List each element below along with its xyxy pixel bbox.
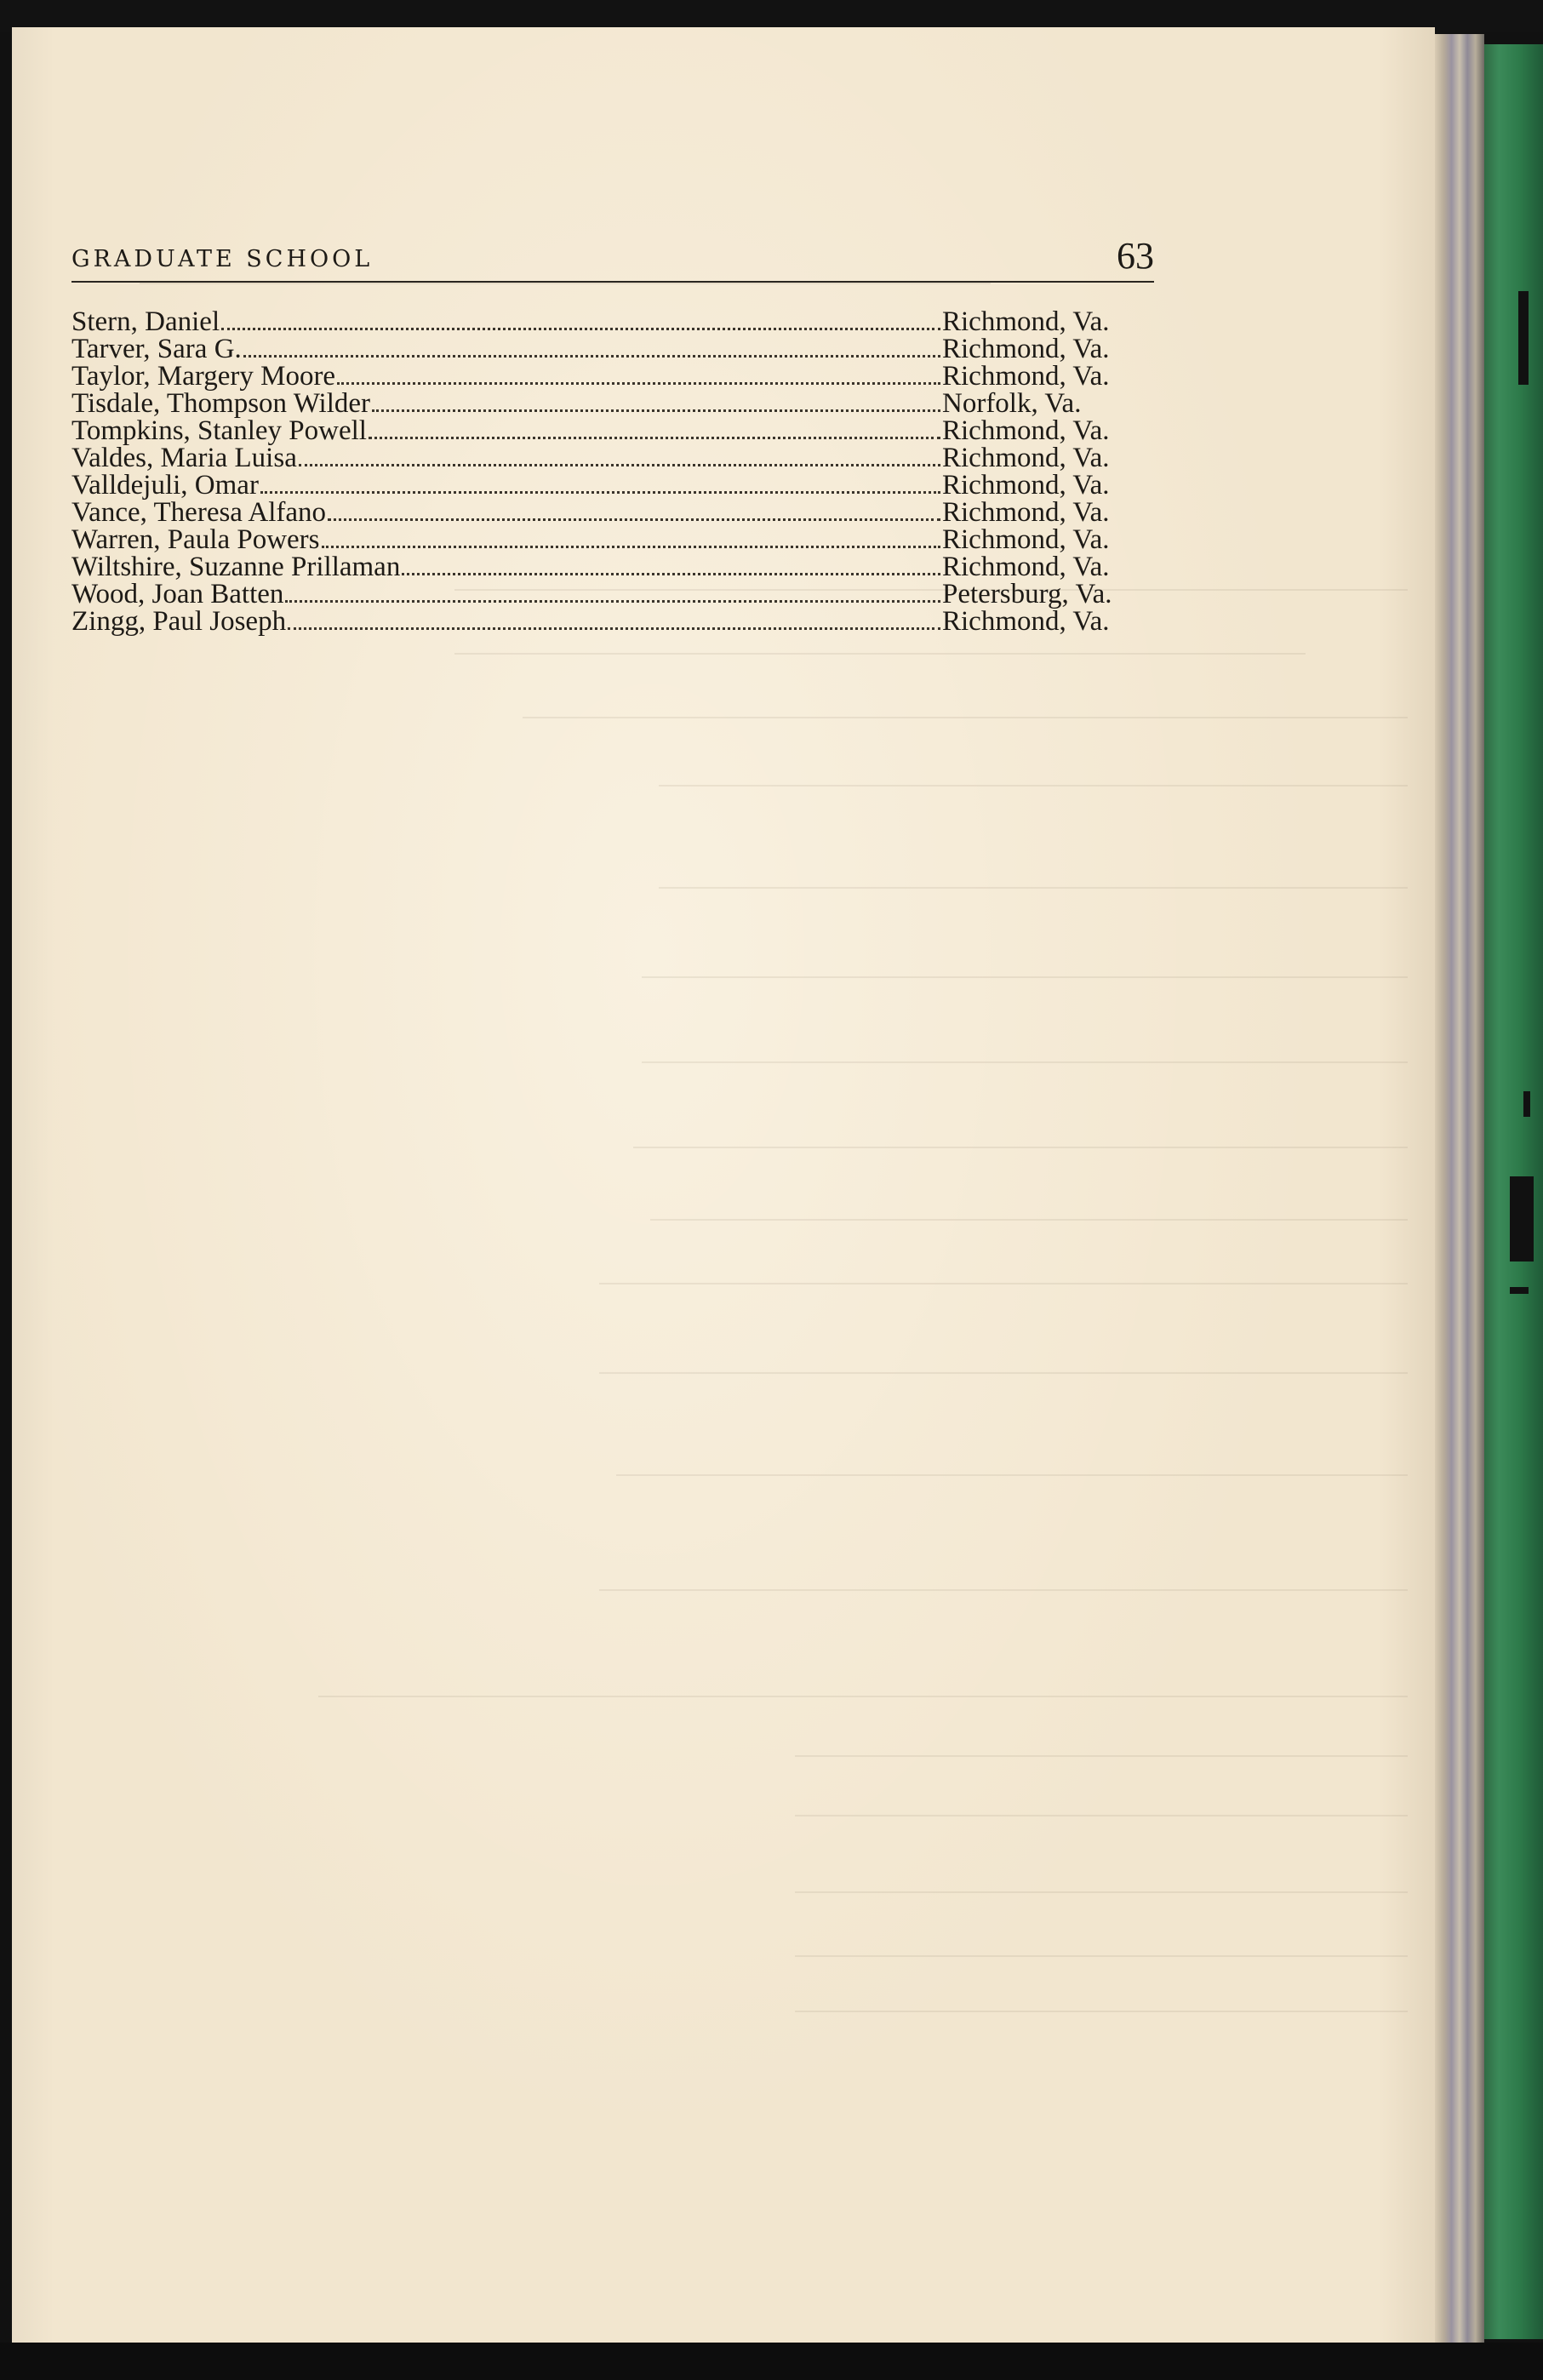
- page-header: [71, 204, 1154, 283]
- entry-name: Tompkins, Stanley Powell: [71, 415, 367, 446]
- list-item: [71, 499, 1154, 526]
- entry-place: Richmond, Va.: [942, 470, 1110, 501]
- list-item: [71, 363, 1154, 390]
- entry-name: Warren, Paula Powers: [71, 524, 320, 555]
- entry-name: Tisdale, Thompson Wilder: [71, 388, 370, 419]
- book-page: [12, 27, 1435, 2344]
- list-item: [71, 444, 1154, 472]
- page-stack-edge: [1435, 34, 1484, 2343]
- dot-leader: [328, 518, 940, 521]
- dot-leader: [243, 355, 940, 358]
- dot-leader: [337, 382, 940, 385]
- list-item: [71, 472, 1154, 499]
- dot-leader: [285, 600, 940, 603]
- entry-name: Valldejuli, Omar: [71, 470, 259, 501]
- entry-place: Richmond, Va.: [942, 361, 1110, 392]
- list-item: [71, 581, 1154, 608]
- entry-name: Taylor, Margery Moore: [71, 361, 336, 392]
- entry-place: Petersburg, Va.: [942, 579, 1112, 609]
- entry-place: Richmond, Va.: [942, 306, 1110, 337]
- page-number: 63: [1117, 235, 1154, 277]
- dot-leader: [372, 409, 940, 412]
- dot-leader: [260, 491, 940, 494]
- running-head: GRADUATE SCHOOL: [71, 246, 374, 272]
- entry-name: Valdes, Maria Luisa: [71, 443, 297, 473]
- entry-place: Richmond, Va.: [942, 443, 1110, 473]
- list-item: [71, 553, 1154, 581]
- list-item: [71, 608, 1154, 635]
- dot-leader: [369, 437, 940, 439]
- list-item: [71, 417, 1154, 444]
- dot-leader: [402, 573, 940, 575]
- dot-leader: [322, 546, 940, 548]
- dot-leader: [299, 464, 940, 466]
- list-item: [71, 335, 1154, 363]
- book-cover-edge: [1484, 44, 1543, 2339]
- entry-place: Richmond, Va.: [942, 524, 1110, 555]
- entry-name: Stern, Daniel: [71, 306, 220, 337]
- entry-place: Richmond, Va.: [942, 497, 1110, 528]
- entry-place: Norfolk, Va.: [942, 388, 1082, 419]
- entry-name: Wiltshire, Suzanne Prillaman: [71, 552, 401, 582]
- entry-name: Zingg, Paul Joseph: [71, 606, 287, 637]
- entry-place: Richmond, Va.: [942, 415, 1110, 446]
- dot-leader: [288, 627, 940, 630]
- scanner-bottom-edge: [0, 2343, 1543, 2380]
- list-item: [71, 390, 1154, 417]
- entry-place: Richmond, Va.: [942, 606, 1110, 637]
- entry-name: Vance, Theresa Alfano: [71, 497, 327, 528]
- entry-place: Richmond, Va.: [942, 334, 1110, 364]
- list-item: [71, 526, 1154, 553]
- entry-name: Wood, Joan Batten: [71, 579, 284, 609]
- entry-place: Richmond, Va.: [942, 552, 1110, 582]
- graduate-list: [71, 308, 1154, 635]
- entry-name: Tarver, Sara G.: [71, 334, 242, 364]
- dot-leader: [221, 328, 940, 330]
- list-item: [71, 308, 1154, 335]
